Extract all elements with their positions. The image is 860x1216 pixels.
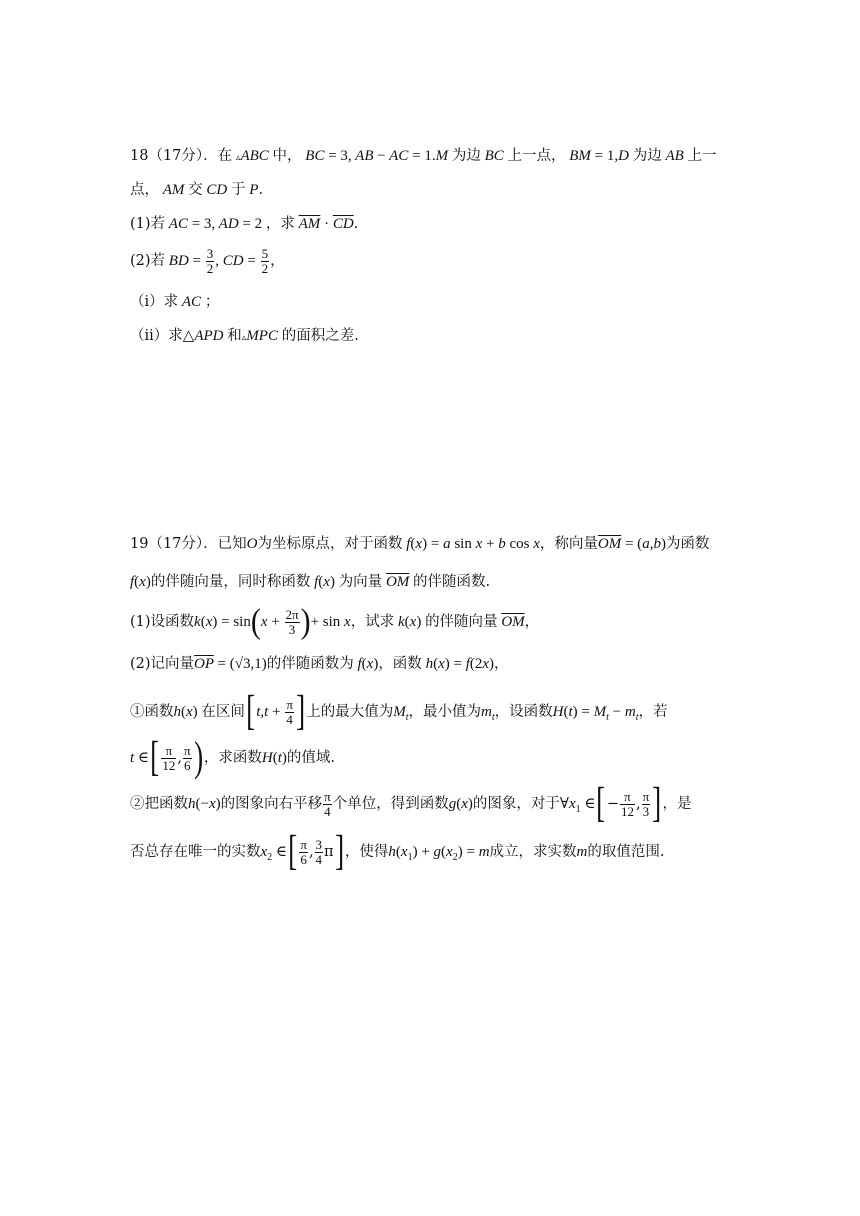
q19-line-2: f(x)的伴随向量，同时称函数 f(x) 为向量 $\overline{OM}$ 的伴随函数.: [130, 574, 491, 590]
q19-claim-2-line-1: ②把函数h(−x)的图象向右平移 $\frac{\pi}{4}$ 个单位，得到函数g(x)的图象，对于$\forall x_1$ ∈[− $\frac{\pi}{12}$ , $\frac{\pi}{3}$ ]，是: [130, 780, 692, 827]
q19-part-2: (2)记向量$\overline{OP} = (√3,1)$的伴随函数为 f(x)，函数 h(x) = f(2x)，: [130, 656, 509, 672]
q18-sub-ii: （ii）求△APD 和▵MPC 的面积之差.: [130, 328, 359, 344]
q18-part-1: (1)若 AC = 3, AD = 2 ，求 $\overline{AM} \cdot \overline{CD}$.: [130, 216, 359, 232]
q18-number: 18（17分）．: [130, 148, 218, 164]
q19-claim-1-line-1: ①函数h(x) 在区间[t,t + $\frac{\pi}{4}$ ]上的最大值为$M_t$，最小值为$m_t$，设函数$H(t) = M_t - m_t$，若: [130, 688, 668, 735]
q18-line-1: 18（17分）．在 ▵ABC 中， BC = 3, AB − AC = 1.M 为边 BC 上一点， BM = 1,D 为边 AB 上一: [130, 148, 717, 164]
q19-number: 19（17分）．: [130, 536, 218, 552]
q18-part-2: (2)若 BD = $\frac{3}{2}$ , CD = $\frac{5}{2}$ ，: [130, 245, 285, 276]
q19-claim-1-line-2: t ∈[ $\frac{\pi}{12}$ , $\frac{\pi}{6}$ )，求函数H(t)的值域.: [130, 734, 335, 781]
q18-sub-i: （i）求 AC ；: [130, 294, 220, 310]
q19-claim-2-line-2: 否总存在唯一的实数$x_2$ ∈[ $\frac{\pi}{6}$ , $\frac{3}{4}$ π]，使得$h(x_1) + g(x_2) = m$成立，求实数m的取值范围.: [130, 828, 665, 875]
q19-line-1: 19（17分）．已知O为坐标原点，对于函数 f(x) = a sin x + b cos x，称向量$\overline{OM} = (a,b)$为函数: [130, 536, 710, 552]
q19-part-1: (1)设函数k(x) = sin(x + $\frac{2\pi}{3}$ )+ sin x，试求 k(x) 的伴随向量 $\overline{OM}$，: [130, 602, 540, 641]
q18-line-2: 点， AM 交 CD 于 P.: [130, 182, 264, 198]
